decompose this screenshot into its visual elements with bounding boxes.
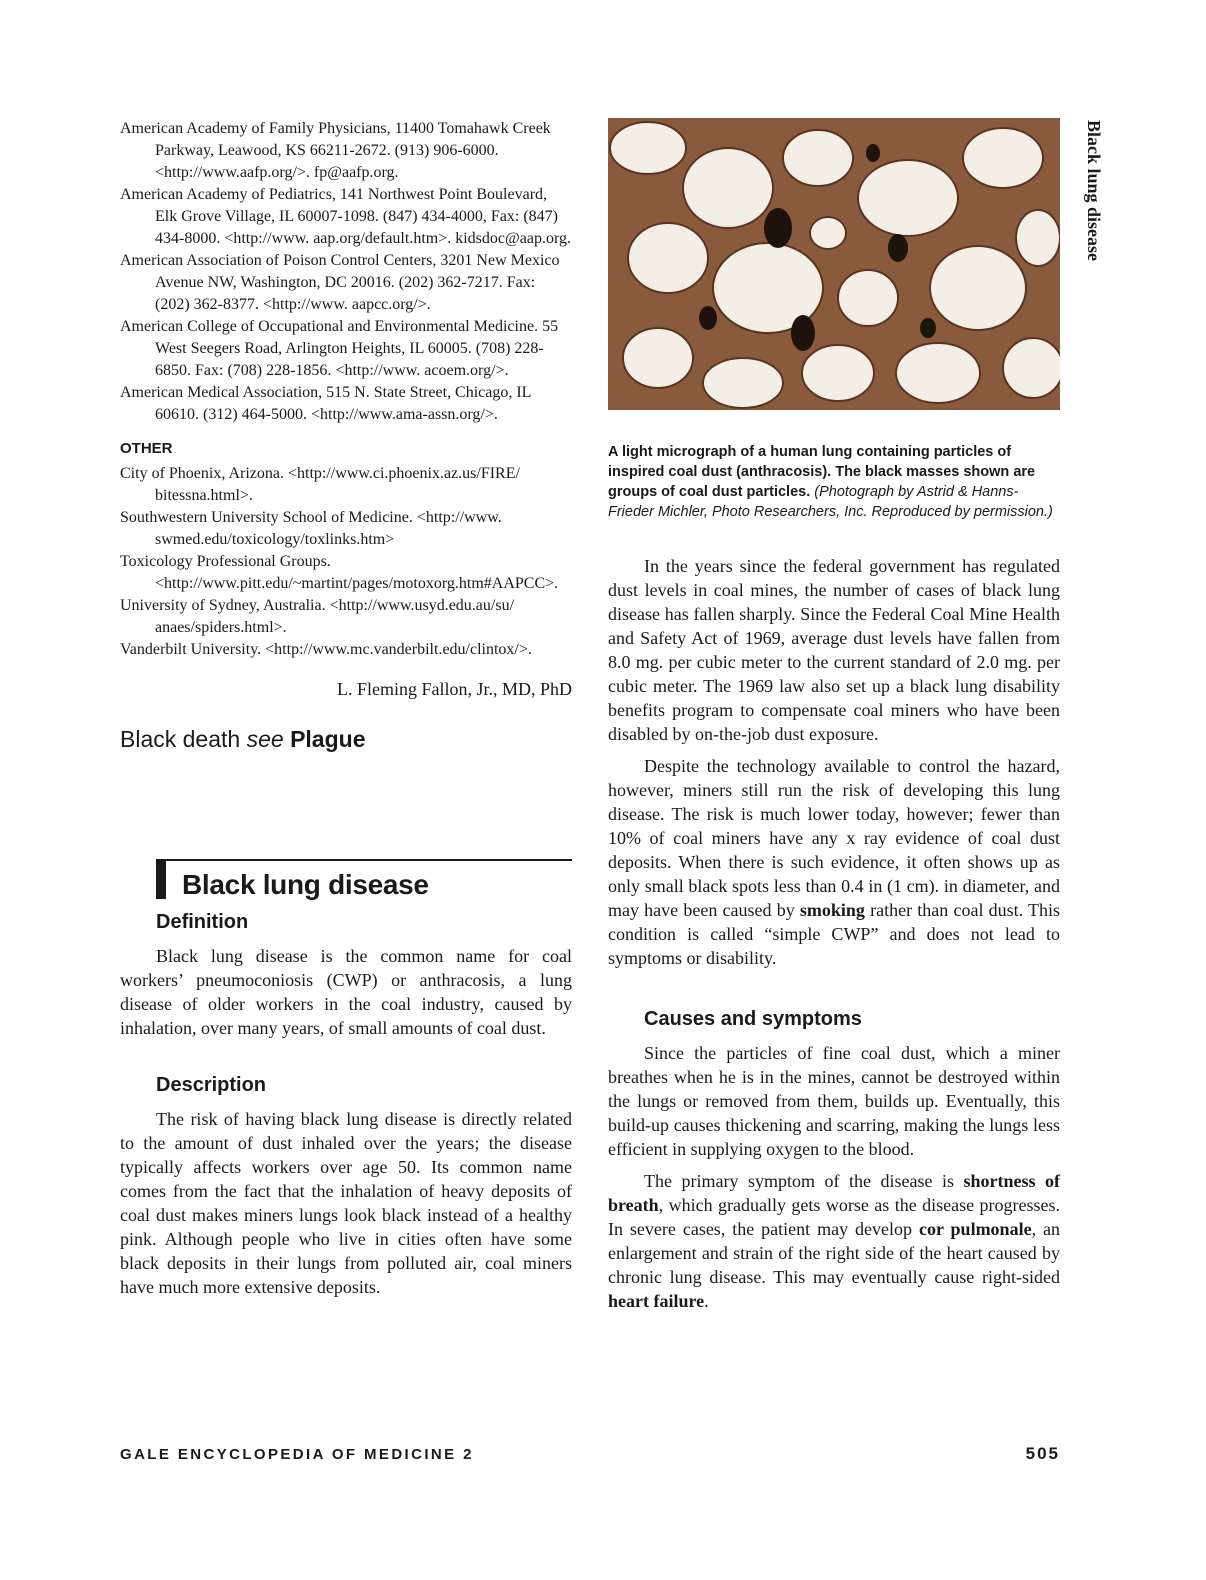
symptoms-text [608, 1169, 1060, 1313]
symptom-text-d: . [704, 1291, 709, 1311]
left-column [120, 118, 572, 1299]
other-item: Vanderbilt University. <http://www.mc.vanderbilt.edu/clintox/>. [120, 641, 532, 658]
reference-item: American Medical Association, 515 N. State Street, Chicago, IL 60610. (312) 464-5000. <http://www.ama-assn.org/>. [120, 384, 531, 423]
entry-title: Black lung disease [182, 869, 429, 900]
photo-caption [608, 442, 1060, 522]
reference-item: American College of Occupational and Environmental Medicine. 55 West Seegers Road, Arlington Heights, IL 60005. (708) 228-6850. Fax: (708) 228-1856. <http://www. acoem.org/>. [120, 318, 559, 379]
definition-heading: Definition [156, 911, 249, 933]
cross-reference [120, 726, 572, 753]
risk-text-b: rather than coal dust. This condition is called “simple CWP” and does not lead to symptoms or disability. [608, 900, 1061, 968]
author-byline: L. Fleming Fallon, Jr., MD, PhD [336, 679, 572, 699]
causes-text: Since the particles of fine coal dust, which a miner breathes when he is in the mines, cannot be destroyed within the lungs or removed from them, builds up. Eventually, this build-up causes thickening and scarring, making the lungs less efficient in supplying oxygen to the blood. [608, 1043, 1060, 1159]
caption-credit: (Photograph by Astrid & Hanns-Frieder Michler, Photo Researchers, Inc. Reproduced by permission.) [608, 484, 1053, 520]
reference-item: American Academy of Family Physicians, 11400 Tomahawk Creek Parkway, Leawood, KS 66211-2672. (913) 906-6000. <http://www.aafp.org/>. fp@aafp.org. [120, 120, 551, 181]
shortness-of-breath-link[interactable]: shortness of breath [608, 1171, 1060, 1215]
description-heading: Description [156, 1074, 267, 1096]
cor-pulmonale-link[interactable]: cor pulmonale [918, 1219, 1032, 1239]
see-term: Black death [120, 726, 241, 752]
see-target-link[interactable]: Plague [290, 726, 366, 752]
entry-bar [156, 859, 166, 899]
body-paragraph: In the years since the federal government has regulated dust levels in coal mines, the number of cases of black lung disease has fallen sharply. Since the Federal Coal Mine Health and Safety Act of 1969, average dust levels have fallen from 8.0 mg. per cubic meter to the current standard of 2.0 mg. per cubic meter. The 1969 law also set up a black lung disability benefits program to compensate coal miners who have been disabled by on-the-job dust exposure. [608, 556, 1060, 744]
risk-text-a: Despite the technology available to control the hazard, however, miners still run the risk of developing this lung disease. The risk is much lower today, however; fewer than 10% of coal miners have any x ray evidence of coal dust deposits. When there is such evidence, it often shows up as only small black spots less than 0.4 in (1 cm). in diameter, and may have been caused by [608, 756, 1060, 920]
other-list [120, 463, 572, 661]
running-head-tab: Black lung disease [1084, 120, 1104, 262]
other-item: Southwestern University School of Medicine. <http://www. swmed.edu/toxicology/toxlinks.htm> [120, 509, 502, 548]
symptom-text-c: , an enlargement and strain of the right side of the heart caused by chronic lung disease. This may eventually cause right-sided [608, 1219, 1060, 1287]
symptom-text-a: The primary symptom of the disease is [644, 1171, 954, 1191]
lung-micrograph-image [608, 118, 1060, 410]
symptom-text-b: , which gradually gets worse as the disease progresses. In severe cases, the patient may develop [608, 1195, 1060, 1239]
smoking-link[interactable]: smoking [799, 900, 865, 920]
heart-failure-link[interactable]: heart failure [608, 1291, 705, 1311]
see-word: see [246, 726, 284, 752]
entry-rule [156, 859, 572, 861]
entry-header [120, 859, 572, 901]
footer-publication: GALE ENCYCLOPEDIA OF MEDICINE 2 [120, 1446, 474, 1463]
reference-list [120, 118, 572, 426]
other-item: Toxicology Professional Groups. <http://www.pitt.edu/~martint/pages/motoxorg.htm#AAPCC>. [120, 553, 559, 592]
causes-heading: Causes and symptoms [644, 1008, 862, 1030]
other-item: City of Phoenix, Arizona. <http://www.ci.phoenix.az.us/FIRE/ bitessna.html>. [120, 465, 520, 504]
other-heading: OTHER [120, 440, 173, 457]
definition-text: Black lung disease is the common name for coal workers’ pneumoconiosis (CWP) or anthracosis, a lung disease of older workers in the coal industry, caused by inhalation, over many years, of small amounts of coal dust. [120, 946, 572, 1038]
right-column [608, 118, 1060, 1313]
other-item: University of Sydney, Australia. <http://www.usyd.edu.au/su/ anaes/spiders.html>. [120, 597, 515, 636]
caption-main: A light micrograph of a human lung containing particles of inspired coal dust (anthracosis). The black masses shown are groups of coal dust particles. [608, 444, 1036, 500]
reference-item: American Association of Poison Control Centers, 3201 New Mexico Avenue NW, Washington, DC 20016. (202) 362-7217. Fax: (202) 362-8377. <http://www. aapcc.org/>. [120, 252, 560, 313]
body-paragraph [608, 754, 1060, 970]
description-text: The risk of having black lung disease is directly related to the amount of dust inhaled over the years; the disease typically affects workers over age 50. Its common name comes from the fact that the inhalation of heavy deposits of coal dust makes miners lungs look black instead of a healthy pink. Although people who live in cities often have some black deposits in their lungs from polluted air, coal miners have much more extensive deposits. [120, 1109, 572, 1297]
page-number: 505 [1025, 1444, 1060, 1463]
reference-item: American Academy of Pediatrics, 141 Northwest Point Boulevard, Elk Grove Village, IL 60007-1098. (847) 434-4000, Fax: (847) 434-8000. <http://www. aap.org/default.htm>. kidsdoc@aap.org. [120, 186, 571, 247]
